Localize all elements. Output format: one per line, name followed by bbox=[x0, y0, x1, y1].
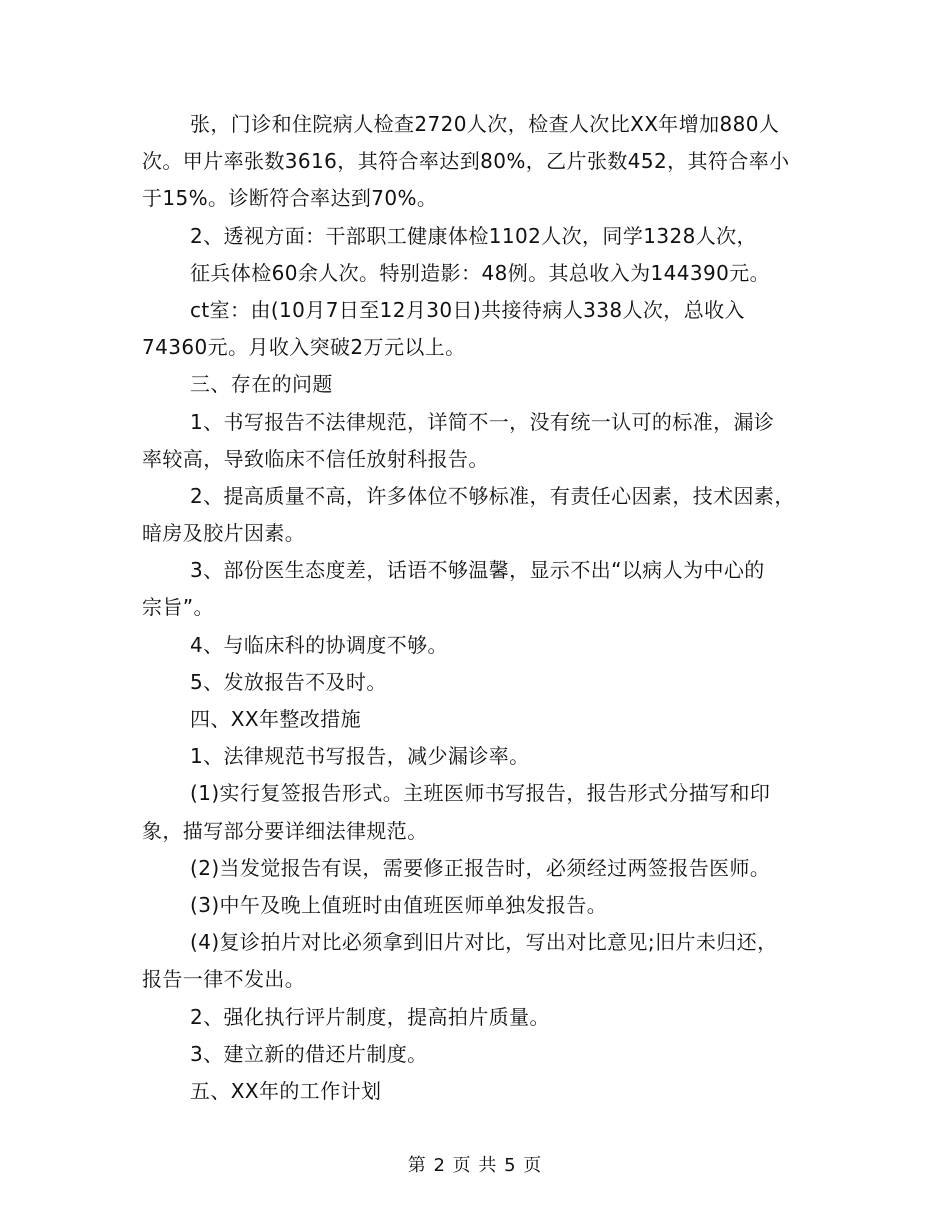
page-number-footer: 第 2 页 共 5 页 bbox=[407, 1155, 543, 1176]
section-heading: 四、XX年整改措施 bbox=[190, 707, 362, 731]
text-line: 1、法律规范书写报告，减少漏诊率。 bbox=[190, 744, 530, 769]
text-line: (4)复诊拍片对比必须拿到旧片对比，写出对比意见;旧片未归还， bbox=[190, 930, 778, 955]
text-line: 3、建立新的借还片制度。 bbox=[190, 1041, 428, 1066]
text-line: 率较高，导致临床不信任放射科报告。 bbox=[142, 446, 489, 471]
text-line: 2、强化执行评片制度，提高拍片质量。 bbox=[190, 1004, 550, 1029]
text-line: 征兵体检60余人次。特别造影：48例。其总收入为144390元。 bbox=[190, 260, 771, 285]
text-line: 暗房及胶片因素。 bbox=[142, 521, 306, 546]
text-line: 报告一律不发出。 bbox=[142, 967, 306, 992]
text-line: 2、提高质量不高，许多体位不够标准，有责任心因素，技术因素， bbox=[190, 483, 795, 508]
text-line: 5、发放报告不及时。 bbox=[190, 669, 387, 694]
text-line: (3)中午及晚上值班时由值班医师单独发报告。 bbox=[190, 892, 608, 917]
text-line: ct室：由(10月7日至12月30日)共接待病人338人次，总收入 bbox=[190, 297, 745, 322]
text-line: 宗旨”。 bbox=[142, 595, 214, 620]
text-line: 象，描写部分要详细法律规范。 bbox=[142, 818, 428, 843]
text-line: 4、与临床科的协调度不够。 bbox=[190, 632, 448, 657]
text-line: 于15%。诊断符合率达到70%。 bbox=[142, 186, 438, 211]
text-line: (1)实行复签报告形式。主班医师书写报告，报告形式分描写和印 bbox=[190, 781, 771, 806]
section-heading: 三、存在的问题 bbox=[190, 372, 333, 397]
text-line: 3、部份医生态度差，话语不够温馨，显示不出“以病人为中心的 bbox=[190, 558, 765, 583]
text-line: 次。甲片率张数3616，其符合率达到80%，乙片张数452，其符合率小 bbox=[142, 149, 790, 174]
text-line: 74360元。月收入突破2万元以上。 bbox=[142, 335, 466, 360]
section-heading: 五、XX年的工作计划 bbox=[190, 1078, 382, 1103]
document-body bbox=[142, 106, 822, 1110]
text-line: 2、透视方面：干部职工健康体检1102人次，同学1328人次， bbox=[190, 223, 757, 248]
text-line: 张，门诊和住院病人检查2720人次，检查人次比XX年增加880人 bbox=[190, 112, 780, 136]
text-line: 1、书写报告不法律规范，详简不一，没有统一认可的标准，漏诊 bbox=[190, 409, 775, 434]
text-line: (2)当发觉报告有误，需要修正报告时，必须经过两签报告医师。 bbox=[190, 855, 771, 880]
